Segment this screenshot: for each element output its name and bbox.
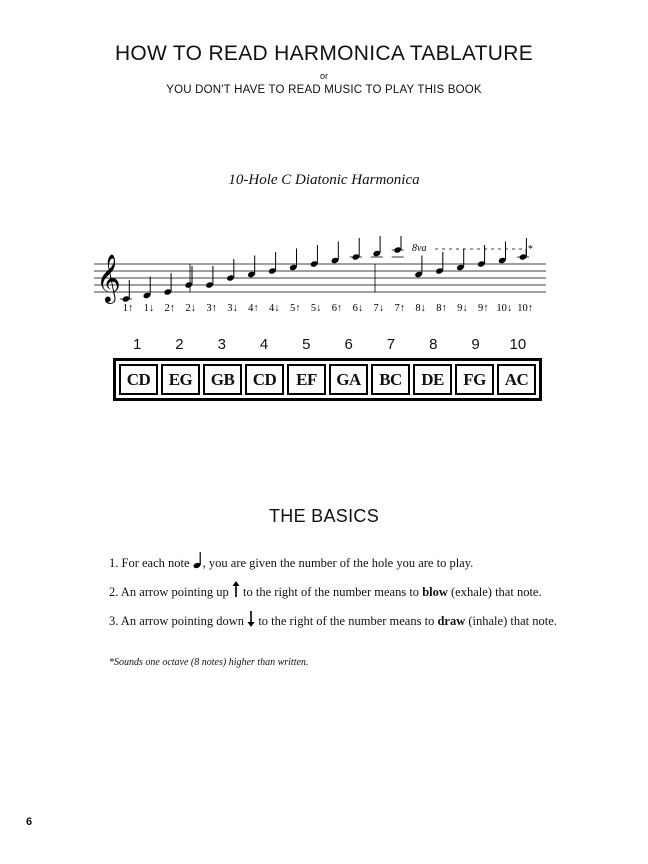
page-title: HOW TO READ HARMONICA TABLATURE bbox=[114, 42, 534, 65]
staff-note bbox=[268, 252, 277, 275]
blow-word: blow bbox=[422, 585, 448, 599]
notes-layer bbox=[120, 236, 529, 303]
tab-label: 1↓ bbox=[143, 303, 155, 314]
basics-heading: THE BASICS bbox=[268, 506, 380, 526]
hole-number: 5 bbox=[302, 336, 311, 353]
staff-note bbox=[498, 242, 507, 265]
item1-text-before: 1. For each note bbox=[109, 556, 190, 570]
up-arrow-icon bbox=[232, 581, 240, 598]
staff-note bbox=[289, 249, 298, 272]
quarter-note-icon bbox=[193, 551, 203, 569]
hole-note-box: FG bbox=[455, 364, 494, 395]
staff-note bbox=[350, 238, 362, 261]
item1-text-after: , you are given the number of the hole you are to play. bbox=[202, 556, 474, 570]
hole-note-box: DE bbox=[413, 364, 452, 395]
item3-text-before: 3. An arrow pointing down bbox=[109, 614, 245, 628]
hole-note-box: GA bbox=[329, 364, 368, 395]
tab-label: 4↓ bbox=[269, 303, 280, 314]
staff-note bbox=[414, 256, 423, 279]
tab-label: 4↑ bbox=[248, 303, 259, 314]
hole-note-box: EF bbox=[287, 364, 326, 395]
hole-note-box: GB bbox=[203, 364, 242, 395]
tab-label: 3↓ bbox=[227, 303, 238, 314]
staff-note bbox=[435, 252, 444, 275]
staff-note bbox=[456, 249, 465, 272]
music-staff bbox=[90, 236, 550, 320]
hole-number: 7 bbox=[386, 336, 396, 353]
staff-note bbox=[477, 245, 486, 268]
treble-clef-icon: 𝄞 bbox=[96, 253, 121, 302]
staff-note bbox=[331, 242, 340, 265]
hole-number: 2 bbox=[175, 336, 184, 353]
tab-labels bbox=[123, 303, 533, 314]
page-number: 6 bbox=[26, 816, 33, 828]
octave-asterisk: * bbox=[528, 244, 533, 255]
basics-item-2 bbox=[109, 581, 542, 600]
hole-note-box: AC bbox=[497, 364, 536, 395]
hole-number: 9 bbox=[471, 336, 480, 353]
item2-text-middle: to the right of the number means to bbox=[239, 585, 423, 599]
basics-item-1 bbox=[109, 551, 473, 571]
tab-label: 10↓ bbox=[496, 303, 513, 314]
staff-note bbox=[371, 236, 383, 257]
staff-note bbox=[310, 245, 319, 268]
or-text: or bbox=[319, 71, 328, 81]
octave-marker: 8va bbox=[412, 243, 427, 254]
tab-label: 2↑ bbox=[164, 303, 176, 314]
tab-label: 7↓ bbox=[373, 303, 385, 314]
tab-label: 9↑ bbox=[478, 303, 489, 314]
basics-item-3 bbox=[109, 610, 557, 629]
staff-note bbox=[184, 266, 193, 289]
tab-label: 2↓ bbox=[185, 303, 196, 314]
hole-note-box: BC bbox=[371, 364, 410, 395]
hole-number: 1 bbox=[132, 336, 142, 353]
item3-text-after: (inhale) that note. bbox=[465, 614, 557, 628]
hole-number: 10 bbox=[509, 336, 527, 353]
hole-chart bbox=[113, 358, 542, 401]
item3-text-middle: to the right of the number means to bbox=[255, 614, 438, 628]
draw-word: draw bbox=[437, 614, 466, 628]
item2-text-before: 2. An arrow pointing up bbox=[109, 585, 229, 599]
hole-note-box: EG bbox=[161, 364, 200, 395]
staff-lines bbox=[94, 264, 546, 292]
tab-label: 5↑ bbox=[289, 303, 301, 314]
tab-label: 5↓ bbox=[310, 303, 322, 314]
staff-note bbox=[226, 259, 235, 282]
tab-label: 6↑ bbox=[331, 303, 343, 314]
tab-label: 7↑ bbox=[394, 303, 405, 314]
staff-note bbox=[120, 280, 132, 303]
staff-note bbox=[143, 277, 152, 300]
hole-number: 8 bbox=[429, 336, 438, 353]
page-subtitle: YOU DON'T HAVE TO READ MUSIC TO PLAY THIS BOOK bbox=[166, 84, 482, 96]
hole-note-box: CD bbox=[119, 364, 158, 395]
staff-note bbox=[205, 266, 214, 289]
tab-label: 1↑ bbox=[122, 303, 134, 314]
staff-note bbox=[164, 273, 173, 296]
tab-label: 3↑ bbox=[206, 303, 217, 314]
tab-label: 8↓ bbox=[415, 303, 426, 314]
tab-label: 9↓ bbox=[457, 303, 468, 314]
tab-label: 10↑ bbox=[517, 303, 533, 314]
item2-text-after: (exhale) that note. bbox=[447, 585, 542, 599]
hole-number: 3 bbox=[217, 336, 226, 353]
harmonica-heading: 10-Hole C Diatonic Harmonica bbox=[228, 172, 420, 188]
staff-note bbox=[247, 256, 256, 279]
tab-label: 6↓ bbox=[352, 303, 364, 314]
down-arrow-icon bbox=[247, 610, 255, 627]
hole-number: 6 bbox=[344, 336, 353, 353]
staff-note bbox=[392, 236, 404, 257]
hole-number: 4 bbox=[259, 336, 269, 353]
hole-note-box: CD bbox=[245, 364, 284, 395]
footnote: *Sounds one octave (8 notes) higher than written. bbox=[109, 657, 309, 668]
tab-label: 8↑ bbox=[436, 303, 447, 314]
